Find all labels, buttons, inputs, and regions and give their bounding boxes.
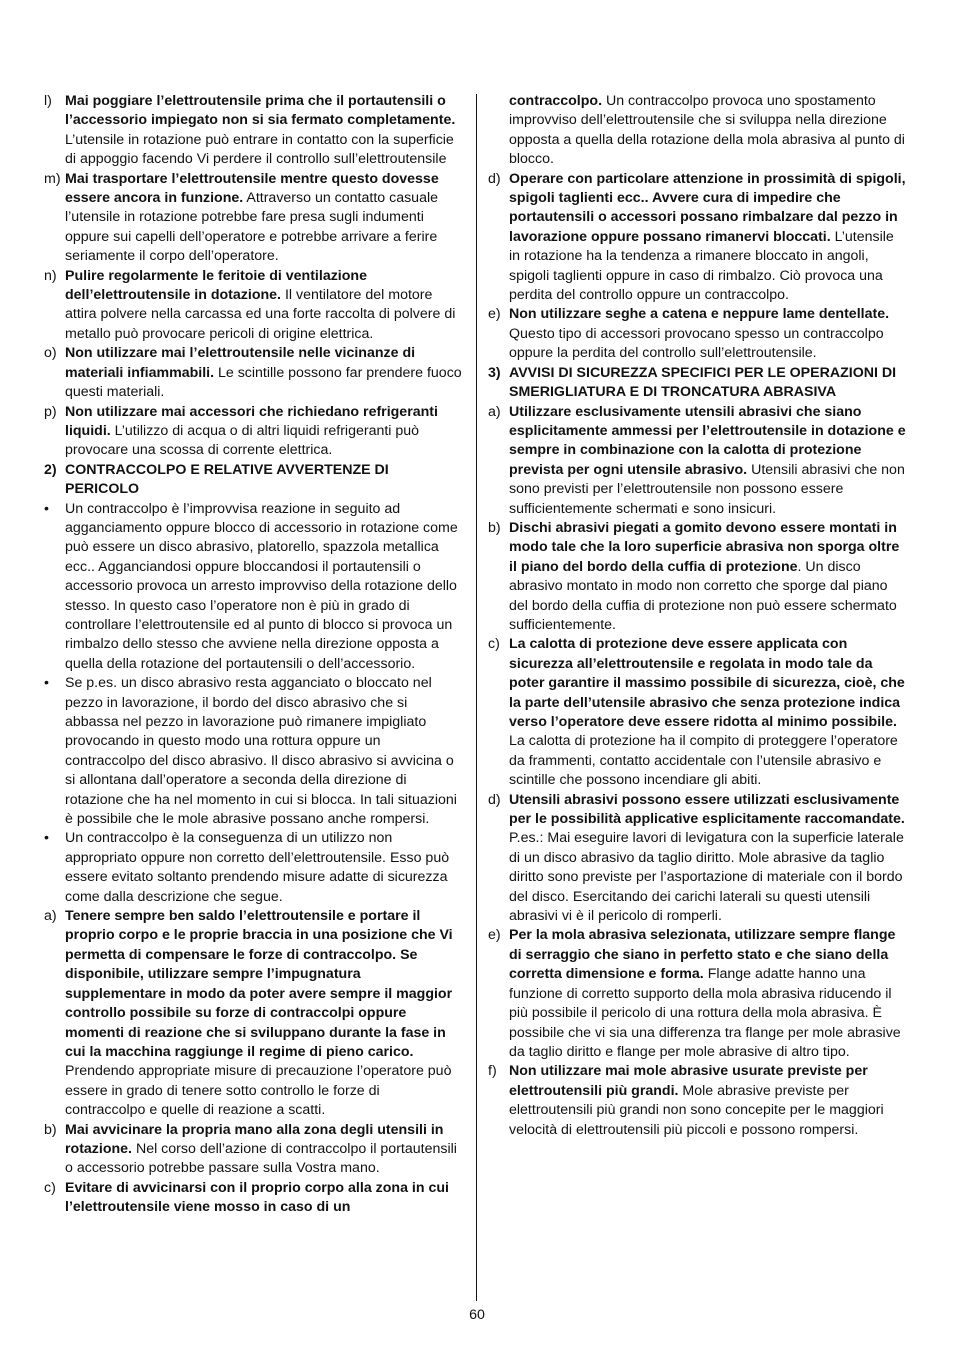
- list-item: [44, 907, 464, 1120]
- warning-explanation: Utensili abrasivi che non sono previsti per l’elettroutensile non possono essere sufficientemente schermati e sono insicuri.: [509, 461, 905, 517]
- bullet-item: [44, 829, 464, 907]
- item-marker: a): [488, 403, 501, 420]
- item-marker: l): [44, 93, 52, 109]
- list-item: [44, 170, 464, 267]
- item-marker: a): [44, 908, 57, 925]
- item-marker: n): [44, 267, 57, 284]
- list-item: [488, 170, 908, 306]
- list-item: [488, 519, 908, 635]
- section-heading: [44, 461, 464, 500]
- warning-emphasis: Utilizzare esclusivamente utensili abrasivi che siano esplicitamente ammessi per l’elettroutensile in dotazione e sempre in combinazione con la calotta di protezione prevista per ogni utensile abrasivo.: [509, 403, 906, 478]
- list-item: [488, 791, 908, 927]
- bullet-item: [44, 674, 464, 829]
- warning-emphasis: Operare con particolare attenzione in prossimità di spigoli, spigoli taglienti ecc.. Avvere cura di impedire che portautensili o accessori possano rimbalzare dal pezzo in lavorazione oppure possano rimanervi bloccati.: [509, 170, 906, 245]
- section-title: CONTRACCOLPO E RELATIVE AVVERTENZE DI PERICOLO: [65, 461, 389, 498]
- item-marker: o): [44, 345, 57, 362]
- list-item: [44, 267, 464, 345]
- list-item: [488, 305, 908, 363]
- item-marker: c): [488, 636, 500, 653]
- warning-explanation: Un contraccolpo provoca uno spostamento improvviso dell’elettroutensile che si sviluppa nella direzione opposta a quella della rotazione della mola abrasiva al punto di blocco.: [509, 93, 905, 168]
- warning-explanation: La calotta di protezione ha il compito di proteggere l’operatore da frammenti, contatto accidentale con l’utensile abrasivo e scintille che possono incendiare gli abiti.: [509, 733, 898, 789]
- warning-explanation: L’utensile in rotazione ha la tendenza a rimanere bloccato in angoli, spigoli taglienti oppure in caso di rimbalzo. Ciò provoca una perdita del controllo oppure un contraccolpo.: [509, 228, 894, 304]
- list-item: [488, 926, 908, 1062]
- warning-emphasis: Utensili abrasivi possono essere utilizzati esclusivamente per le possibilità applicative esplicitamente raccomandate.: [509, 791, 905, 828]
- section-heading: [488, 364, 908, 403]
- warning-emphasis: Non utilizzare mai l’elettroutensile nelle vicinanze di materiali infiammabili.: [65, 345, 416, 381]
- warning-emphasis: Pulire regolarmente le feritoie di ventilazione dell’elettroutensile in dotazione.: [65, 267, 367, 304]
- item-marker: d): [488, 170, 501, 187]
- warning-explanation: Questo tipo di accessori provocano spesso un contraccolpo oppure la perdita del controllo sull’elettroutensile.: [509, 325, 884, 362]
- warning-explanation: Mole abrasive previste per elettroutensili più grandi non sono concepite per le maggiori velocità di elettroutensili più piccoli e possono rompersi.: [509, 1082, 884, 1138]
- list-item: [488, 635, 908, 790]
- warning-emphasis: Tenere sempre ben saldo l’elettroutensile e portare il proprio corpo e le proprie braccia in una posizione che Vi permetta di compensare le forze di contraccolpo. Se disponibile, utilizzare sempre l’impugnatura supplementare in modo da poter avere sempre il maggior controllo possibile su forze di contraccolpi oppure momenti di reazione che si sviluppano durante la fase in cui la macchina raggiunge il regime di pieno carico.: [65, 908, 453, 1060]
- warning-explanation: Flange adatte hanno una funzione di corretto supporto della mola abrasiva riducendo il più possibile il pericolo di una rottura della mola abrasiva. È possibile che vi sia una differenza tra flange per mole abrasive da taglio diritto e flange per mole abrasive di altro tipo.: [509, 966, 901, 1060]
- warning-explanation: P.es.: Mai eseguire lavori di levigatura con la superficie laterale di un disco abrasivo da taglio diritto. Mole abrasive da taglio diritto sono previste per l’asportazione di materiale con il bordo del disco. Esercitando dei carichi laterali su questi utensili abrasivi vi è il pericolo di romperli.: [509, 830, 904, 925]
- warning-emphasis: Non utilizzare mai mole abrasive usurate previste per elettroutensili più grandi.: [509, 1063, 868, 1099]
- bullet-text: Se p.es. un disco abrasivo resta agganciato o bloccato nel pezzo in lavorazione, il bordo del disco abrasivo che si abbassa nel pezzo in lavorazione può rimanere impigliato provocando in questo modo una rottura oppure un contraccolpo del disco abrasivo. Il disco abrasivo si avvicina o si allontana dall’operatore a seconda della direzione di rotazione che ha nel momento in cui si blocca. In tali situazioni è possibile che le mole abrasive possano anche rompersi.: [65, 675, 457, 828]
- list-item: [488, 403, 908, 519]
- warning-emphasis: contraccolpo.: [509, 93, 603, 109]
- list-item: [44, 1179, 464, 1218]
- column-divider: [476, 94, 477, 1301]
- warning-emphasis: Mai trasportare l’elettroutensile mentre questo dovesse essere ancora in funzione.: [65, 170, 439, 207]
- page-number: 60: [469, 1307, 485, 1323]
- item-marker: f): [488, 1063, 497, 1080]
- warning-emphasis: La calotta di protezione deve essere applicata con sicurezza all’elettroutensile e regolata in modo tale da poter garantire il massimo possibile di sicurezza, cioè, che la parte dell’utensile abrasivo che senza protezione indica verso l’operatore deve essere ridotta al minimo possibile.: [509, 636, 905, 730]
- left-column: [44, 92, 464, 1218]
- warning-explanation: Le scintille possono far prendere fuoco questi materiali.: [65, 364, 462, 401]
- warning-emphasis: Mai poggiare l’elettroutensile prima che il portautensili o l’accessorio impiegato non si sia fermato completamente.: [65, 93, 456, 129]
- list-item: [44, 92, 464, 170]
- list-item: [44, 1121, 464, 1179]
- right-column: [488, 92, 908, 1140]
- warning-explanation: L’utilizzo di acqua o di altri liquidi refrigeranti può provocare una scossa di corrente elettrica.: [65, 422, 420, 459]
- warning-emphasis: Non utilizzare mai accessori che richiedano refrigeranti liquidi.: [65, 403, 438, 439]
- item-marker: e): [488, 306, 501, 323]
- list-item-continued: [488, 92, 908, 170]
- bullet-marker: •: [44, 830, 49, 847]
- bullet-text: Un contraccolpo è l’improvvisa reazione in seguito ad agganciamento oppure blocco di accessorio in rotazione come può essere un disco abrasivo, platorello, spazzola metallica ecc.. Agganciandosi oppure bloccandosi il portautensili o accessorio provoca un arresto improvviso della rotazione dello stesso. In questo caso l’operatore non è più in grado di controllare l’elettroutensile ed al punto di blocco si provoca un rimbalzo dello stesso che avviene nella direzione opposta a quella della rotazione del portautensili o dell’accessorio.: [65, 500, 458, 672]
- warning-explanation: . Un disco abrasivo montato in modo non corretto che sporge dal piano del bordo della cuffia di protezione non può essere schermato sufficientemente.: [509, 558, 897, 633]
- warning-explanation: Il ventilatore del motore attira polvere nella carcassa ed una forte raccolta di polvere di metallo può provocare pericoli di origine elettrica.: [65, 287, 456, 342]
- warning-explanation: Prendendo appropriate misure di precauzione l’operatore può essere in grado di tenere sotto controllo le forze di contraccolpo e quelle di reazione a scatti.: [65, 1063, 452, 1119]
- list-item: [44, 344, 464, 402]
- warning-emphasis: Per la mola abrasiva selezionata, utilizzare sempre flange di serraggio che siano in perfetto stato e che siano della corretta dimensione e forma.: [509, 927, 896, 983]
- section-number: 2): [44, 461, 57, 478]
- section-title: AVVISI DI SICUREZZA SPECIFICI PER LE OPERAZIONI DI SMERIGLIATURA E DI TRONCATURA ABRASIVA: [509, 364, 897, 401]
- bullet-text: Un contraccolpo è la conseguenza di un utilizzo non appropriato oppure non corretto dell’elettroutensile. Esso può essere evitato soltanto prendendo misure adatte di sicurezza come dalla descrizione che segue.: [65, 830, 450, 905]
- item-marker: e): [488, 927, 501, 944]
- item-marker: d): [488, 791, 501, 808]
- section-number: 3): [488, 364, 501, 381]
- list-item: [488, 1062, 908, 1140]
- warning-emphasis: Evitare di avvicinarsi con il proprio corpo alla zona in cui l’elettroutensile viene mosso in caso di un: [65, 1179, 449, 1216]
- item-marker: c): [44, 1179, 56, 1196]
- bullet-marker: •: [44, 500, 49, 517]
- bullet-marker: •: [44, 675, 49, 692]
- warning-emphasis: Dischi abrasivi piegati a gomito devono essere montati in modo tale che la loro superficie abrasiva non sporga oltre il piano del bordo della cuffia di protezione: [509, 519, 900, 575]
- bullet-item: [44, 500, 464, 675]
- item-marker: b): [44, 1121, 57, 1138]
- item-marker: p): [44, 403, 57, 420]
- warning-explanation: L’utensile in rotazione può entrare in contatto con la superficie di appoggio facendo Vi perdere il controllo sull’elettroutensile: [65, 131, 454, 168]
- warning-emphasis: Non utilizzare seghe a catena e neppure lame dentellate.: [509, 306, 890, 323]
- item-marker: m): [44, 170, 61, 187]
- list-item: [44, 403, 464, 461]
- item-marker: b): [488, 519, 501, 536]
- warning-explanation: Attraverso un contatto casuale l’utensile in rotazione potrebbe fare presa sugli indumenti oppure sui capelli dell’operatore e potrebbe arrivare a ferire seriamente il corpo dell’operatore.: [65, 190, 439, 265]
- warning-explanation: Nel corso dell’azione di contraccolpo il portautensili o accessorio potrebbe passare sulla Vostra mano.: [65, 1140, 457, 1177]
- warning-emphasis: Mai avvicinare la propria mano alla zona degli utensili in rotazione.: [65, 1121, 444, 1157]
